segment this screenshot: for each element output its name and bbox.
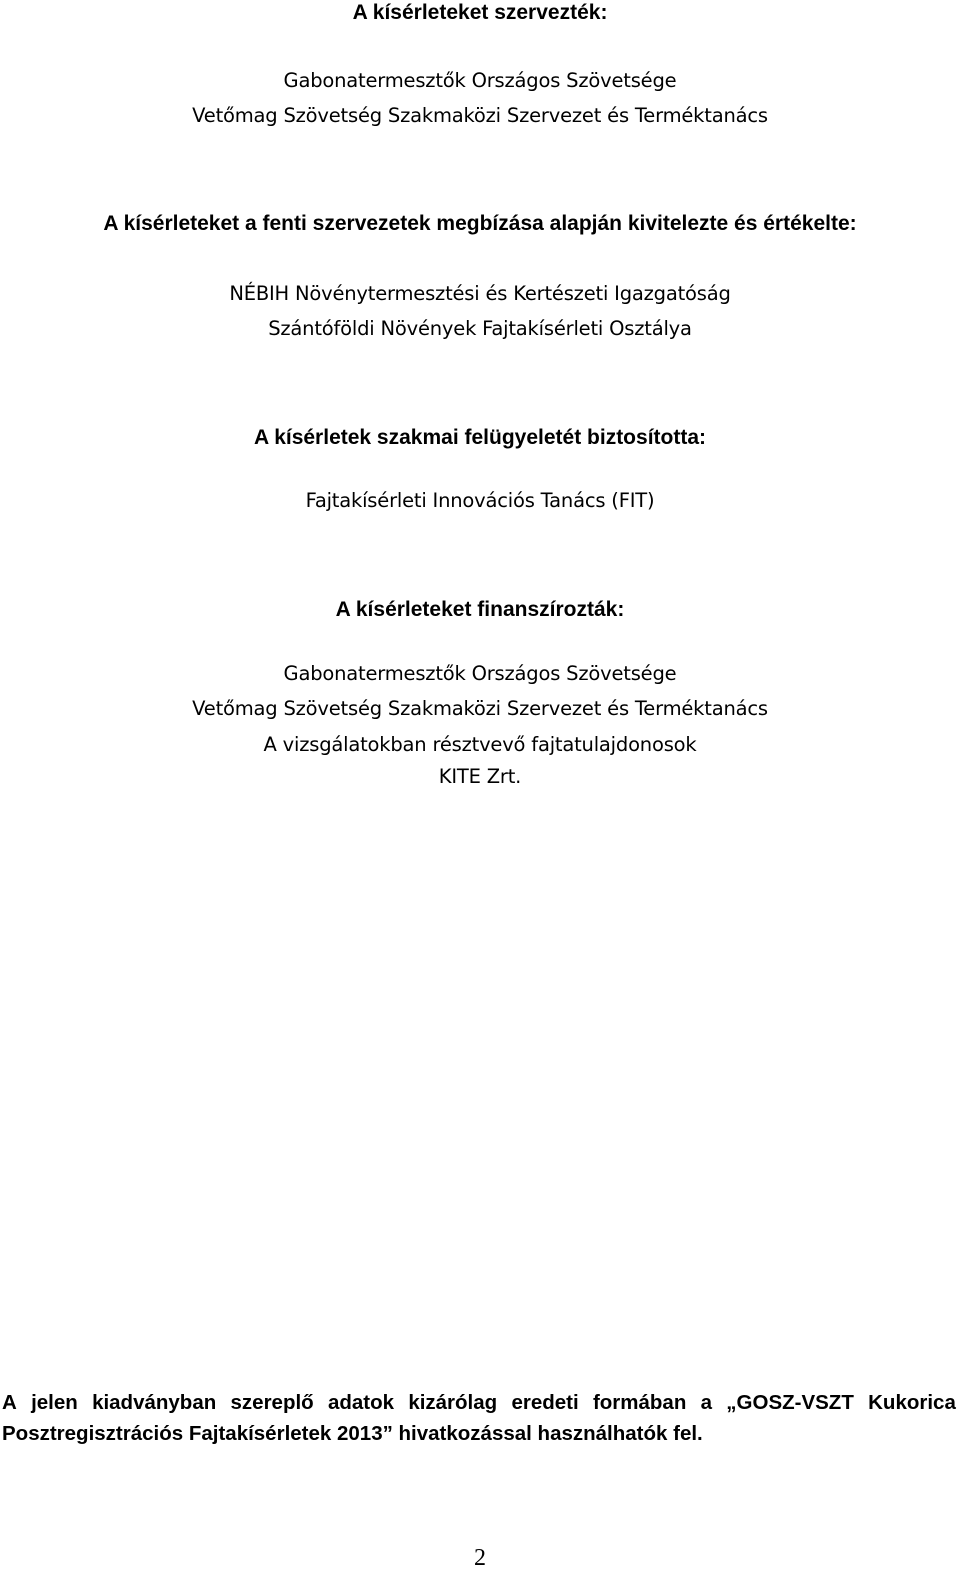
- footer-word: eredeti: [511, 1391, 579, 1414]
- organizer-line: Vetőmag Szövetség Szakmaközi Szervezet és Terméktanács: [192, 104, 768, 127]
- footer-word: adatok: [327, 1391, 395, 1414]
- footer-word: formában: [592, 1391, 687, 1414]
- footer-word: jelen: [31, 1391, 78, 1414]
- page-number: 2: [474, 1545, 486, 1571]
- footer-note-line-1: [2, 1393, 956, 1414]
- footer-word: A: [2, 1391, 17, 1414]
- footer-word: kiadványban: [92, 1391, 217, 1414]
- footer-note-line-2: Posztregisztrációs Fajtakísérletek 2013” hivatkozással használhatók fel.: [2, 1422, 703, 1445]
- footer-word: Kukorica: [868, 1391, 956, 1414]
- organizer-line: Gabonatermesztők Országos Szövetsége: [283, 69, 677, 92]
- funding-line: A vizsgálatokban résztvevő fajtatulajdonosok: [263, 733, 697, 756]
- footer-word: a: [700, 1391, 713, 1414]
- executor-line: Szántóföldi Növények Fajtakísérleti Osztálya: [268, 317, 692, 340]
- organizers-heading: A kísérleteket szervezték:: [352, 1, 608, 24]
- funding-line: Gabonatermesztők Országos Szövetsége: [283, 662, 677, 685]
- footer-word: szereplő: [230, 1391, 314, 1414]
- funding-line: Vetőmag Szövetség Szakmaközi Szervezet és Terméktanács: [192, 697, 768, 720]
- supervision-heading: A kísérletek szakmai felügyeletét biztosította:: [253, 426, 707, 449]
- funding-line: KITE Zrt.: [438, 765, 522, 788]
- supervision-line: Fajtakísérleti Innovációs Tanács (FIT): [305, 489, 655, 512]
- executor-line: NÉBIH Növénytermesztési és Kertészeti Igazgatóság: [229, 282, 731, 305]
- footer-word: „GOSZ-VSZT: [726, 1391, 854, 1414]
- funding-heading: A kísérleteket finanszírozták:: [335, 598, 625, 621]
- footer-word: kizárólag: [408, 1391, 498, 1414]
- executors-heading: A kísérleteket a fenti szervezetek megbízása alapján kivitelezte és értékelte:: [103, 212, 857, 235]
